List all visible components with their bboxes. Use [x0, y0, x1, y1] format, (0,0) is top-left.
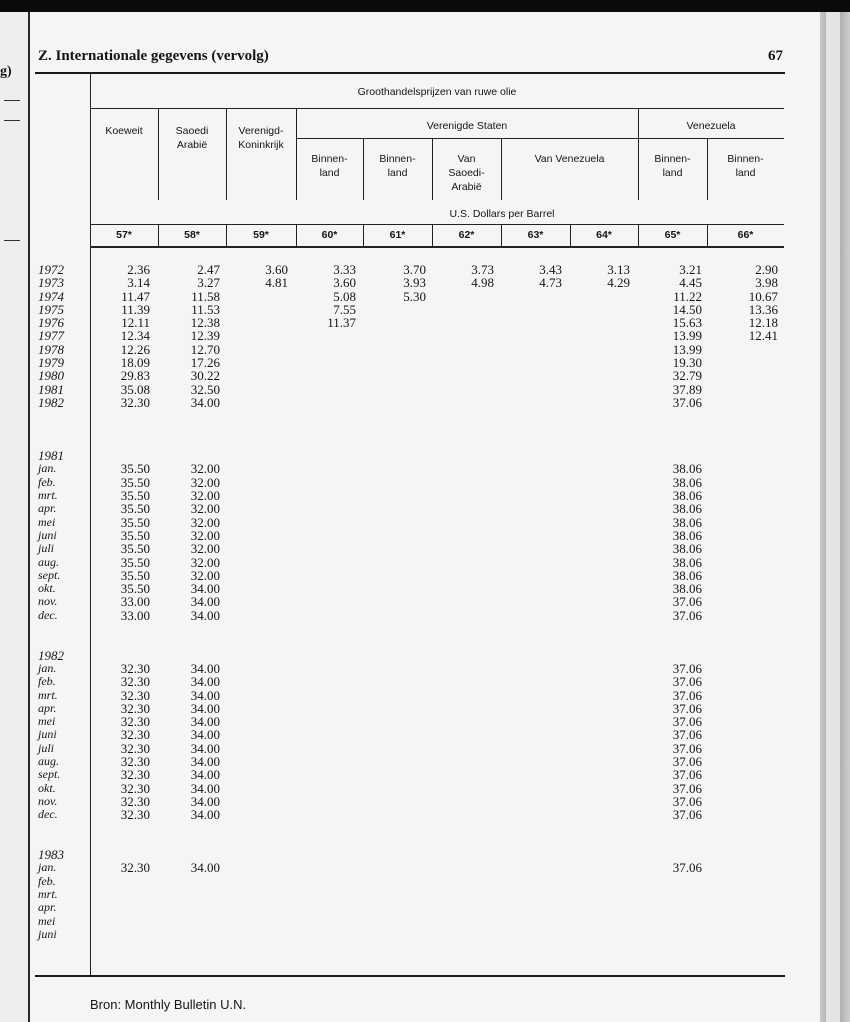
table-cell: 29.83 [120, 368, 150, 384]
table-cell: 4.81 [265, 275, 288, 291]
table-cell: 34.00 [190, 700, 220, 716]
row-label-year: 1976 [38, 315, 64, 331]
row-spacer [98, 635, 150, 648]
column-code: 62* [458, 229, 475, 241]
table-cell: 5.08 [333, 288, 356, 304]
table-cell: 37.06 [672, 860, 702, 876]
previous-page-fragment: g) [0, 64, 12, 79]
table-cell: 5.30 [403, 288, 426, 304]
table-cell: 11.58 [191, 288, 220, 304]
row-spacer [166, 409, 220, 422]
source-note: Bron: Monthly Bulletin U.N. [90, 997, 247, 1012]
table-cell: 34.00 [190, 607, 220, 623]
table-cell: 37.06 [672, 674, 702, 690]
table-cell: 35.50 [120, 554, 150, 570]
table-cell: 37.06 [672, 780, 702, 796]
column-code: 64* [596, 229, 612, 241]
row-spacer [98, 821, 150, 834]
table-cell: 32.00 [190, 461, 220, 477]
table-cell: 18.09 [120, 355, 150, 371]
table-cell: 32.00 [190, 567, 220, 583]
table-cell: 32.30 [120, 700, 150, 716]
row-spacer [646, 835, 702, 848]
table-cell: 3.98 [755, 275, 778, 291]
table-cell: 12.70 [190, 341, 220, 357]
row-spacer [38, 821, 90, 834]
table-cell: 34.00 [190, 660, 220, 676]
row-label-month: mei [38, 913, 56, 928]
book-spine-edge [820, 12, 850, 1022]
table-cell: 37.06 [672, 714, 702, 730]
column-code: 59* [253, 229, 269, 241]
table-cell: 35.50 [120, 567, 150, 583]
table-cell: 32.30 [120, 714, 150, 730]
row-label-month: okt. [38, 780, 56, 795]
row-label-month: dec. [38, 607, 58, 622]
table-cell: 34.00 [190, 860, 220, 876]
table-cell: 37.06 [672, 700, 702, 716]
row-spacer [646, 423, 702, 436]
table-cell: 37.06 [672, 793, 702, 809]
table-cell: 11.37 [327, 315, 356, 331]
row-spacer [98, 449, 150, 462]
row-label-year: 1982 [38, 394, 64, 410]
table-cell: 15.63 [672, 315, 702, 331]
table-cell: 3.43 [539, 262, 562, 277]
table-cell: 35.50 [120, 514, 150, 530]
table-cell: 3.70 [403, 262, 426, 277]
row-spacer [166, 649, 220, 662]
row-label-month: feb. [38, 873, 56, 888]
header-divider [158, 108, 159, 200]
column-66-venezuela-binnenland [720, 263, 778, 343]
row-spacer [38, 622, 90, 635]
row-label-year: 1978 [38, 341, 64, 357]
row-label-month: jan. [38, 860, 57, 875]
table-cell: 34.00 [190, 394, 220, 410]
table-cell: 2.90 [755, 262, 778, 277]
edge-tick [4, 240, 20, 241]
column-57-koeweit [98, 263, 150, 875]
row-spacer [38, 409, 90, 422]
col-header-venezuela: Venezuela [686, 120, 736, 132]
row-label-year: 1980 [38, 368, 64, 384]
table-cell: 32.30 [120, 727, 150, 743]
row-label-year: 1973 [38, 275, 64, 291]
previous-page-edge [0, 12, 30, 1022]
table-cell: 35.50 [120, 501, 150, 517]
label-column-divider [90, 74, 91, 975]
page-number: 67 [768, 48, 783, 64]
row-spacer [646, 449, 702, 462]
table-cell: 32.00 [190, 501, 220, 517]
row-label-year: 1974 [38, 288, 64, 304]
table-cell: 38.06 [672, 461, 702, 477]
row-label-month: jan. [38, 461, 57, 476]
table-cell: 3.60 [333, 275, 356, 291]
table-cell: 37.89 [672, 381, 702, 397]
table-cell: 32.30 [120, 660, 150, 676]
scan-top-border [0, 0, 850, 12]
column-59-verenigd-koninkrijk [234, 263, 288, 290]
row-spacer [646, 821, 702, 834]
table-cell: 32.00 [190, 514, 220, 530]
row-label-year: 1975 [38, 301, 64, 317]
row-spacer [98, 835, 150, 848]
table-cell: 11.39 [121, 301, 150, 317]
table-cell: 37.06 [672, 594, 702, 610]
column-code: 63* [527, 229, 544, 241]
row-label-month: mei [38, 714, 56, 729]
table-cell: 3.73 [471, 262, 494, 277]
row-label-month: apr. [38, 900, 57, 915]
column-65-venezuela-binnenland [646, 263, 702, 875]
row-spacer [166, 835, 220, 848]
table-cell: 12.18 [748, 315, 778, 331]
table-cell: 12.39 [190, 328, 220, 344]
row-spacer [646, 848, 702, 861]
row-label-month: juli [38, 740, 55, 755]
table-cell: 37.06 [672, 660, 702, 676]
table-cell: 12.11 [121, 315, 150, 331]
table-cell: 32.30 [120, 793, 150, 809]
row-label-month: apr. [38, 501, 57, 516]
table-cell: 4.73 [539, 275, 562, 291]
table-cell: 30.22 [190, 368, 220, 384]
column-code: 58* [184, 229, 200, 241]
row-spacer [38, 436, 90, 449]
row-spacer [98, 423, 150, 436]
table-cell: 35.50 [120, 527, 150, 543]
header-rule [90, 224, 784, 225]
row-spacer [646, 635, 702, 648]
row-label-year: 1972 [38, 262, 64, 277]
column-64-vs-van-venezuela [574, 263, 630, 290]
table-cell: 37.06 [672, 753, 702, 769]
table-cell: 34.00 [190, 807, 220, 823]
header-rule [296, 138, 784, 139]
column-58-saoedi-arabie [166, 263, 220, 875]
row-label-month: sept. [38, 567, 61, 582]
table-cell: 32.30 [120, 394, 150, 410]
header-divider [226, 108, 227, 200]
row-label-year: 1981 [38, 381, 64, 397]
table-cell: 38.06 [672, 501, 702, 517]
row-spacer [166, 436, 220, 449]
subheader-vs-binnenland: Binnen- land [311, 153, 348, 179]
table-cell: 3.27 [197, 275, 220, 291]
table-cell: 37.06 [672, 740, 702, 756]
table-cell: 4.29 [607, 275, 630, 291]
table-cell: 34.00 [190, 740, 220, 756]
table-cell: 32.30 [120, 767, 150, 783]
row-spacer [166, 449, 220, 462]
table-cell: 34.00 [190, 687, 220, 703]
table-cell: 32.00 [190, 541, 220, 557]
row-spacer [646, 622, 702, 635]
table-cell: 37.06 [672, 607, 702, 623]
subheader-vs-van-saoedi-arabie: Van Saoedi- Arabië [448, 153, 485, 193]
table-cell: 12.34 [120, 328, 150, 344]
table-cell: 37.06 [672, 807, 702, 823]
table-cell: 34.00 [190, 767, 220, 783]
row-label-month: apr. [38, 700, 57, 715]
header-rule [90, 108, 784, 109]
table-cell: 11.53 [191, 301, 220, 317]
row-label-month: okt. [38, 581, 56, 596]
table-cell: 17.26 [190, 355, 220, 371]
table-cell: 33.00 [120, 607, 150, 623]
table-cell: 34.00 [190, 780, 220, 796]
unit-label: U.S. Dollars per Barrel [449, 208, 555, 220]
row-spacer [166, 821, 220, 834]
bottom-rule [35, 975, 785, 977]
table-cell: 3.93 [403, 275, 426, 291]
table-cell: 35.08 [120, 381, 150, 397]
table-cell: 38.06 [672, 567, 702, 583]
row-spacer [98, 848, 150, 861]
table-cell: 34.00 [190, 594, 220, 610]
table-cell: 34.00 [190, 714, 220, 730]
table-cell: 10.67 [748, 288, 778, 304]
table-cell: 38.06 [672, 488, 702, 504]
table-cell: 3.13 [607, 262, 630, 277]
col-header-koeweit: Koeweit [105, 125, 143, 137]
table-cell: 35.50 [120, 461, 150, 477]
row-label-month: juli [38, 541, 55, 556]
table-cell: 34.00 [190, 753, 220, 769]
row-label-month: feb. [38, 674, 56, 689]
table-cell: 12.26 [120, 341, 150, 357]
table-cell: 32.30 [120, 780, 150, 796]
row-label-year: 1979 [38, 355, 64, 371]
table-cell: 2.36 [127, 262, 150, 277]
table-cell: 34.00 [190, 793, 220, 809]
row-spacer [646, 649, 702, 662]
subheader-ve-binnenland: Binnen- land [727, 153, 764, 179]
table-cell: 32.50 [190, 381, 220, 397]
column-code: 66* [737, 229, 754, 241]
table-cell: 13.99 [672, 328, 702, 344]
row-label-month: sept. [38, 767, 61, 782]
table-cell: 11.47 [121, 288, 150, 304]
table-cell: 32.00 [190, 474, 220, 490]
row-spacer [166, 622, 220, 635]
table-cell: 12.41 [748, 328, 778, 344]
row-label-month: nov. [38, 594, 58, 609]
row-label-month: jan. [38, 660, 57, 675]
table-cell: 13.36 [748, 301, 778, 317]
table-cell: 3.60 [265, 262, 288, 277]
table-cell: 38.06 [672, 541, 702, 557]
row-label-month: nov. [38, 793, 58, 808]
table-cell: 32.00 [190, 554, 220, 570]
table-cell: 35.50 [120, 488, 150, 504]
table-cell: 3.33 [333, 262, 356, 277]
table-cell: 2.47 [197, 262, 220, 277]
row-label-month: mrt. [38, 687, 58, 702]
row-spacer [98, 622, 150, 635]
table-cell: 11.22 [673, 288, 702, 304]
table-cell: 37.06 [672, 767, 702, 783]
col-header-saoedi-arabie: Saoedi Arabië [175, 125, 209, 151]
col-header-verenigde-staten: Verenigde Staten [426, 120, 508, 132]
table-cell: 7.55 [333, 301, 356, 317]
edge-tick [4, 100, 20, 101]
column-code: 60* [321, 229, 338, 241]
row-label-year: 1983 [38, 847, 64, 863]
table-cell: 33.00 [120, 594, 150, 610]
table-cell: 32.30 [120, 687, 150, 703]
column-code: 65* [664, 229, 681, 241]
row-label-month: mei [38, 514, 56, 529]
column-62-vs-van-saoedi-arabie [438, 263, 494, 290]
table-cell: 35.50 [120, 541, 150, 557]
row-label-year: 1977 [38, 328, 64, 344]
table-cell: 32.79 [672, 368, 702, 384]
column-61-vs-binnenland [370, 263, 426, 303]
table-cell: 4.45 [679, 275, 702, 291]
row-label-month: feb. [38, 474, 56, 489]
edge-tick [4, 120, 20, 121]
row-label-month: juni [38, 926, 57, 941]
table-cell: 32.00 [190, 488, 220, 504]
table-cell: 4.98 [471, 275, 494, 291]
row-labels [38, 263, 90, 941]
row-spacer [166, 423, 220, 436]
table-cell: 32.30 [120, 860, 150, 876]
table-cell: 37.06 [672, 394, 702, 410]
row-label-year: 1981 [38, 448, 64, 464]
table-cell: 13.99 [672, 341, 702, 357]
table-cell: 38.06 [672, 514, 702, 530]
row-label-month: juni [38, 727, 57, 742]
row-label-month: aug. [38, 753, 59, 768]
table-cell: 38.06 [672, 581, 702, 597]
top-rule [35, 72, 785, 74]
table-cell: 3.21 [679, 262, 702, 277]
table-cell: 32.00 [190, 527, 220, 543]
table-cell: 37.06 [672, 687, 702, 703]
table-cell: 32.30 [120, 674, 150, 690]
row-spacer [166, 635, 220, 648]
row-label-month: dec. [38, 807, 58, 822]
table-cell: 34.00 [190, 581, 220, 597]
table-cell: 12.38 [190, 315, 220, 331]
table-cell: 38.06 [672, 554, 702, 570]
table-cell: 3.14 [127, 275, 150, 291]
table-cell: 14.50 [672, 301, 702, 317]
column-code: 57* [116, 229, 132, 241]
row-spacer [38, 835, 90, 848]
subheader-ve-binnenland: Binnen- land [654, 153, 691, 179]
table-cell: 32.30 [120, 807, 150, 823]
header-divider [501, 138, 502, 200]
row-spacer [98, 649, 150, 662]
column-63-vs-van-venezuela [506, 263, 562, 290]
table-cell: 38.06 [672, 474, 702, 490]
column-60-vs-binnenland [300, 263, 356, 329]
table-main-header: Groothandelsprijzen van ruwe olie [357, 86, 517, 98]
table-cell: 34.00 [190, 674, 220, 690]
row-spacer [646, 436, 702, 449]
row-label-month: aug. [38, 554, 59, 569]
row-spacer [98, 409, 150, 422]
table-cell: 35.50 [120, 474, 150, 490]
table-cell: 37.06 [672, 727, 702, 743]
row-label-month: mrt. [38, 886, 58, 901]
row-spacer [98, 436, 150, 449]
row-spacer [38, 423, 90, 436]
row-label-year: 1982 [38, 647, 64, 663]
table-cell: 38.06 [672, 527, 702, 543]
row-label-month: mrt. [38, 488, 58, 503]
page-title: Z. Internationale gegevens (vervolg) [38, 48, 269, 64]
col-header-verenigd-koninkrijk: Verenigd- Koninkrijk [238, 125, 284, 151]
row-spacer [646, 409, 702, 422]
column-code: 61* [389, 229, 406, 241]
table-cell: 32.30 [120, 740, 150, 756]
table-cell: 19.30 [672, 355, 702, 371]
table-cell: 32.30 [120, 753, 150, 769]
table-cell: 35.50 [120, 581, 150, 597]
header-rule [90, 246, 784, 248]
table-cell: 34.00 [190, 727, 220, 743]
row-spacer [166, 848, 220, 861]
subheader-vs-van-venezuela: Van Venezuela [534, 153, 605, 165]
row-spacer [38, 635, 90, 648]
subheader-vs-binnenland: Binnen- land [379, 153, 416, 179]
row-label-month: juni [38, 527, 57, 542]
